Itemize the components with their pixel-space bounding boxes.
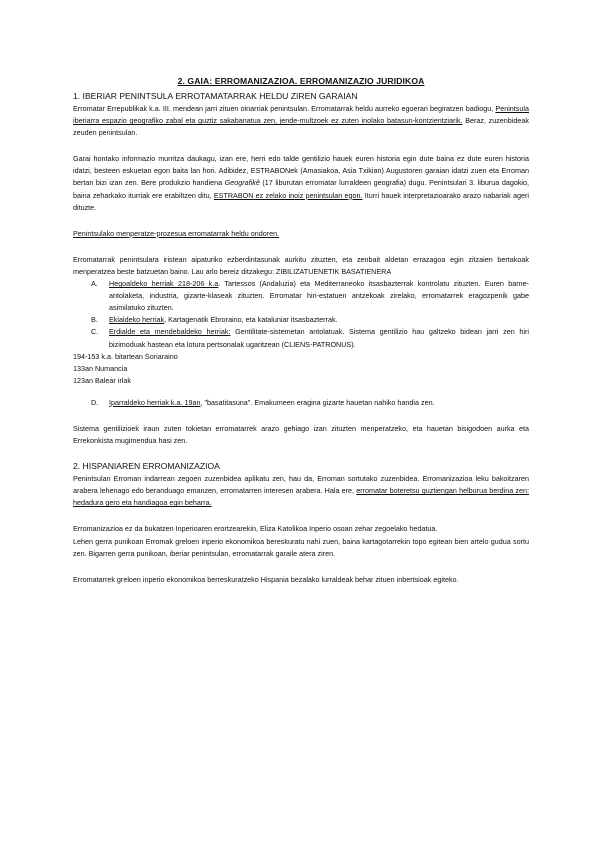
list-item: B. Ekialdeko herriak, Kartagenatik Ebroraino, eta kataluniar itsasbazterrak. [91,315,338,325]
paragraph-church: Erromanizazioa ez da bukatzen Inperioaren erortzearekin, Eliza Katolikoa Inperio osoan zehar zegoelako hedatua. [73,524,438,534]
section-1-heading: 1. IBERIAR PENINTSULA ERROTAMATARRAK HELDU ZIREN GARAIAN [73,91,358,101]
list-item: D. Iparraldeko herriak k.a. 19an, "basatitasuna". Emakumeen eragina gizarte hauetan nahiko handia zen. [91,397,435,407]
underlined-text: erromatar boteretsu guztiengan helburua berdina zen: hedadura gero eta handiagoa egin beharra. [73,486,530,508]
list-item: C. Erdialde eta mendebaldeko herriak: Gentilitate-sistemetan antolatuak. Sistema gentilizio hau galtzeko bidean jarri zen hiri bizimoduak hastean eta lotura pertsonalak ugaritzean (CLIENS-PATRONUS). [91,327,529,349]
paragraph-punic-wars: Lehen gerra punikoan Erromak greloen inperio ekonomikoa bereskuratu nahi zuen, baina kartagotarrekin topo egitean bien artelo gudua sortu zen. Bigarren gerra punikoan, iberiar penintsulan, erromatarrak garaile atera ziren. [73,536,529,558]
section-2-heading: 2. HISPANIAREN ERROMANIZAZIOA [73,461,220,472]
paragraph-estrabon: Garai hontako informazio murritza daukagu, izan ere, herri edo talde gentilizio hauek euren historia egin dute baina ez dute euren historia idatzi, besteen eskuetan egon baita lan hori. Adibidez, ESTRABONek (Amasiakoa, Asia Txikian) Augustoren garaian idatzi zuen eta Erroman bertan bizi izan zen. Bere produkzio handiena Geografikê (17 liburutan erromatar lurraldeen geografia) dugu. Penintsulari 3. liburua dagokio, baina zeharkako iturriak ere erabiltzen ditu, ESTRABON ez zelako inoiz penintsulan egon. Iturri hauek interpretazioarako arazo nabariak ageri dituzte. [73,154,530,212]
date-line: 133an Numancia [73,363,128,373]
region-list [73,278,529,351]
paragraph-intro: Erromatar Errepublikak k.a. III. mendean jarri zituen oinarriak penintsulan. Erromatarrak heldu aurreko egoerari begiratzen badiogu, Penintsula iberiarra espazio geografiko zabal eta guztiz sakabanatua zen, jende-multzoek ez zuten inolako batasun-kontzientziarik. Beraz, zuzenbideak zeuden penintsulan. [73,104,529,138]
date-line: 123an Balear irlak [73,375,131,385]
document-body [73,76,529,586]
paragraph-hispania: Erromatarrek greloen inperio ekonomikoa berreskuratzeko Hispania bezalako lurraldeak behar zituen inbertsioak egiteko. [73,574,459,584]
paragraph-gentilic: Sistema gentilizioek iraun zuten tokietan erromatarrek arazo gehiago izan zituzten menperatzeko, eta hauetan bisigodoen aurka eta Errekonkista mugimendua hasi zen. [73,423,529,446]
underlined-text: ESTRABON ez zelako inoiz penintsulan egon. [213,190,363,200]
page-title: 2. GAIA: ERROMANIZAZIOA. ERROMANIZAZIO JURIDIKOA [177,76,425,86]
underlined-text: Penintsula iberiarra espazio geografiko zabal eta guztiz sakabanatua zen, jende-multzoek ez zuten inolako batasun-kontzientziarik. [73,104,529,126]
region-list-d [73,397,529,409]
paragraph-romanization: Penintsulan Erroman indarrean zegoen zuzenbidea aplikatu zen, hau da, Erroman sortutako zuzenbidea. Erromanizazioa leku bakoitzaren arabera lehenago edo beranduago emanzen, erromatarren interesen arabera. Hala ere, erromatar boteretsu guztiengan helburua berdina zen: hedadura gero eta handiagoa egin beharra. [73,474,530,508]
list-item: A. Hegoaldeko herriak 218-206 k.a. Tartessos (Andaluzia) eta Mediterraneoko itsasbazterrak kontrolatu zituzten. Euren barne-antolaketa, industria, gizarte-klaseak zituzten. Erromatar hiri-estatuen antzekoak zirelako, erromatarrek eragozpenik gabe asimilatuko zituzten. [91,279,529,313]
sub-heading: Penintsulako menperatze-prozesua erromatarrak heldu ondoren. [73,228,280,238]
date-line: 194-153 k.a. bitartean Soriaraino [73,351,178,361]
paragraph-areas: Erromatarrak penintsulara iristean aipaturiko ezberdintasunak aurkitu zituzten, eta zenbait aldetan errazagoa egin zitzaien bertakoak menperatzea beste batzuetan baino. Lau arlo bereiz ditzakegu: ZIBILIZATUENETIK BASATIENERA [73,254,529,276]
